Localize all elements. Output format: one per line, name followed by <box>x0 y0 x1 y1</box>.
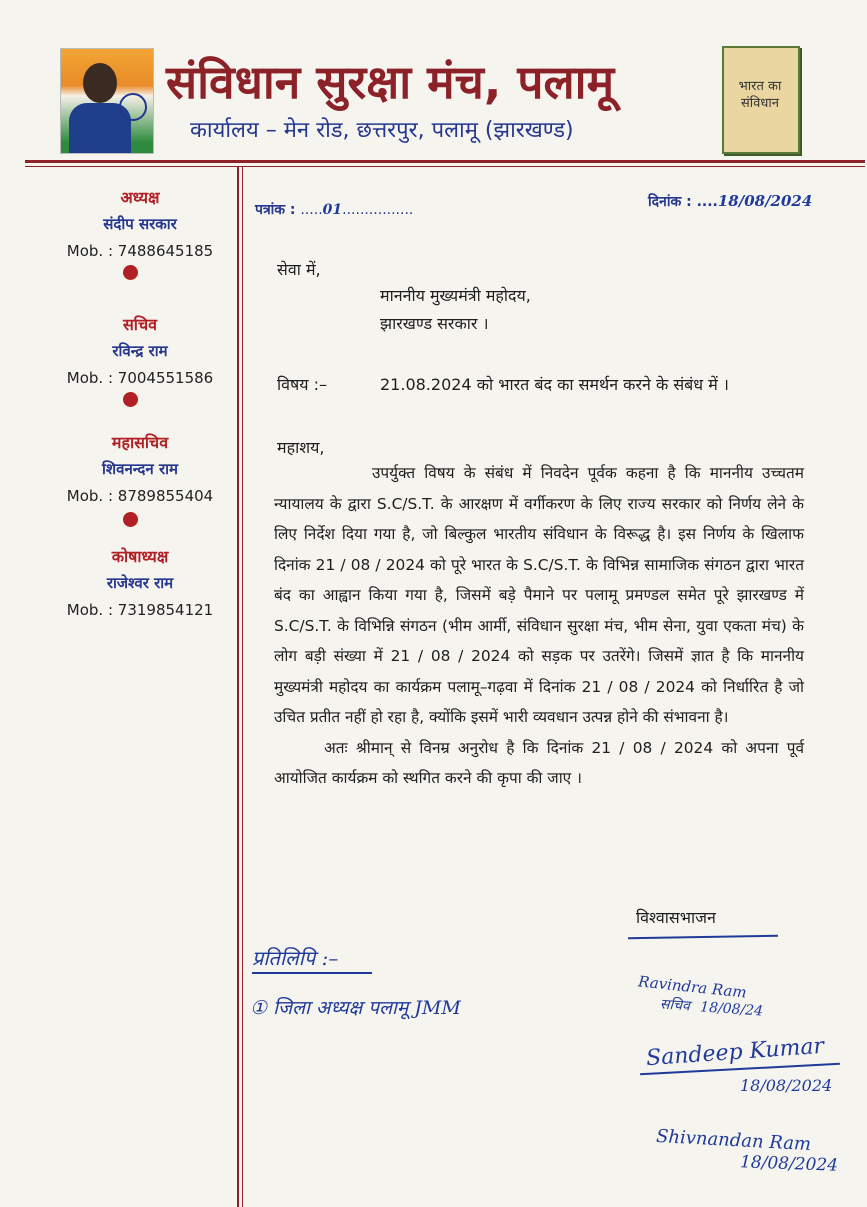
salutation-to: सेवा में, <box>277 260 321 279</box>
recipient-line2: झारखण्ड सरकार । <box>380 314 489 333</box>
closing: विश्वासभाजन <box>636 908 716 927</box>
member-general-secretary <box>60 431 220 505</box>
subject-label: विषय :– <box>277 375 328 394</box>
member-mobile: Mob. : 7488645185 <box>66 242 214 260</box>
signature-shivnandan-date: 18/08/2024 <box>739 1152 839 1176</box>
signature-line <box>628 935 778 940</box>
reference-number: पत्रांक : .....01................ <box>255 202 414 218</box>
copy-label: प्रतिलिपि :– <box>252 946 339 970</box>
member-role: महासचिव <box>111 433 169 452</box>
member-mobile: Mob. : 7004551586 <box>66 369 214 387</box>
constitution-book-image <box>722 46 800 154</box>
separator-dot <box>123 512 138 527</box>
copy-underline <box>252 972 372 974</box>
date-value: 18/08/2024 <box>717 192 813 210</box>
sidebar-divider-thin <box>242 167 243 1207</box>
signature-name: Sandeep Kumar <box>645 1033 825 1072</box>
body-paragraph: अतः श्रीमान् से विनम्र अनुरोध है कि दिनांक 21 / 08 / 2024 को अपना पूर्व आयोजित कार्यक्रम को स्थगित करने की कृपा की जाए । <box>274 738 804 787</box>
member-treasurer <box>60 545 220 619</box>
copy-item: ① जिला अध्यक्ष पलामू JMM <box>250 997 461 1019</box>
member-name: राजेश्वर राम <box>106 574 174 592</box>
ashoka-chakra-icon <box>119 93 147 121</box>
org-name: संविधान सुरक्षा मंच, पलामू <box>166 55 615 109</box>
member-secretary <box>60 313 220 387</box>
reference-value: 01 <box>322 202 343 218</box>
member-mobile: Mob. : 8789855404 <box>66 487 214 505</box>
signature-ravindra-meta <box>659 994 763 1020</box>
member-name: शिवनन्दन राम <box>102 460 178 478</box>
separator-dot <box>123 392 138 407</box>
signature-sandeep-date: 18/08/2024 <box>740 1076 833 1095</box>
signature-name: Shivnandan Ram <box>655 1125 812 1156</box>
header-rule-thin <box>25 166 865 167</box>
signature-name: Ravindra Ram <box>637 972 748 1002</box>
member-name: रविन्द्र राम <box>112 342 168 360</box>
recipient-line1: माननीय मुख्यमंत्री महोदय, <box>380 286 531 305</box>
ambedkar-portrait <box>60 48 154 154</box>
body-paragraph: उपर्युक्त विषय के संबंध में निवदेन पूर्वक कहना है कि माननीय उच्चतम न्यायालय के द्वारा S.C/S.T. के आरक्षण में वर्गीकरण के लिए राज्य सरकार को निर्णय लेने के लिए निर्देश दिया गया है, जो बिल्कुल भारतीय संविधान के विरूद्ध है। इस निर्णय के खिलाफ दिनांक 21 / 08 / 2024 को पूरे भारत के S.C/S.T. के विभिन्न सामाजिक संगठन द्वारा भारत बंद का आह्वान किया गया है, जिसमें बड़े पैमाने पर पलामू प्रमण्डल समेत पूरे झारखण्ड में S.C/S.T. के विभिन्नि संगठन (भीम आर्मी, संविधान सुरक्षा मंच, भीम सेना, युवा एकता मंच) के लोग बड़ी संख्या में 21 / 08 / 2024 को सड़क पर उतरेंगे। जिसमें ज्ञात है कि माननीय मुख्यमंत्री महोदय का कार्यक्रम पलामू–गढ़वा में दिनांक 21 / 08 / 2024 को निर्धारित है जो उचित प्रतीत नहीं हो रहा है, क्योंकि इसमें भारी व्यवधान उत्पन्न होने की संभावना है। <box>274 464 804 726</box>
book-title: भारत का संविधान <box>738 79 782 111</box>
member-role: कोषाध्यक्ष <box>111 547 169 566</box>
date-label: दिनांक : <box>648 194 692 210</box>
subject-text: 21.08.2024 को भारत बंद का समर्थन करने के संबंध में । <box>380 375 729 394</box>
header-rule <box>25 160 865 163</box>
member-name: संदीप सरकार <box>103 215 177 233</box>
reference-label: पत्रांक : <box>255 202 296 218</box>
signature-role: सचिव <box>659 996 691 1015</box>
sidebar-divider <box>237 167 239 1207</box>
member-president <box>60 186 220 260</box>
letter-body <box>274 458 804 794</box>
office-address: कार्यालय – मेन रोड, छत्तरपुर, पलामू (झारखण्ड) <box>190 118 574 143</box>
separator-dot <box>123 265 138 280</box>
greeting: महाशय, <box>277 438 325 457</box>
member-mobile: Mob. : 7319854121 <box>66 601 214 619</box>
signature-date: 18/08/24 <box>699 999 764 1020</box>
member-role: सचिव <box>122 315 158 334</box>
signature-shivnandan <box>656 1126 812 1155</box>
letter-date: दिनांक : ....18/08/2024 <box>648 192 813 210</box>
member-role: अध्यक्ष <box>120 188 160 207</box>
